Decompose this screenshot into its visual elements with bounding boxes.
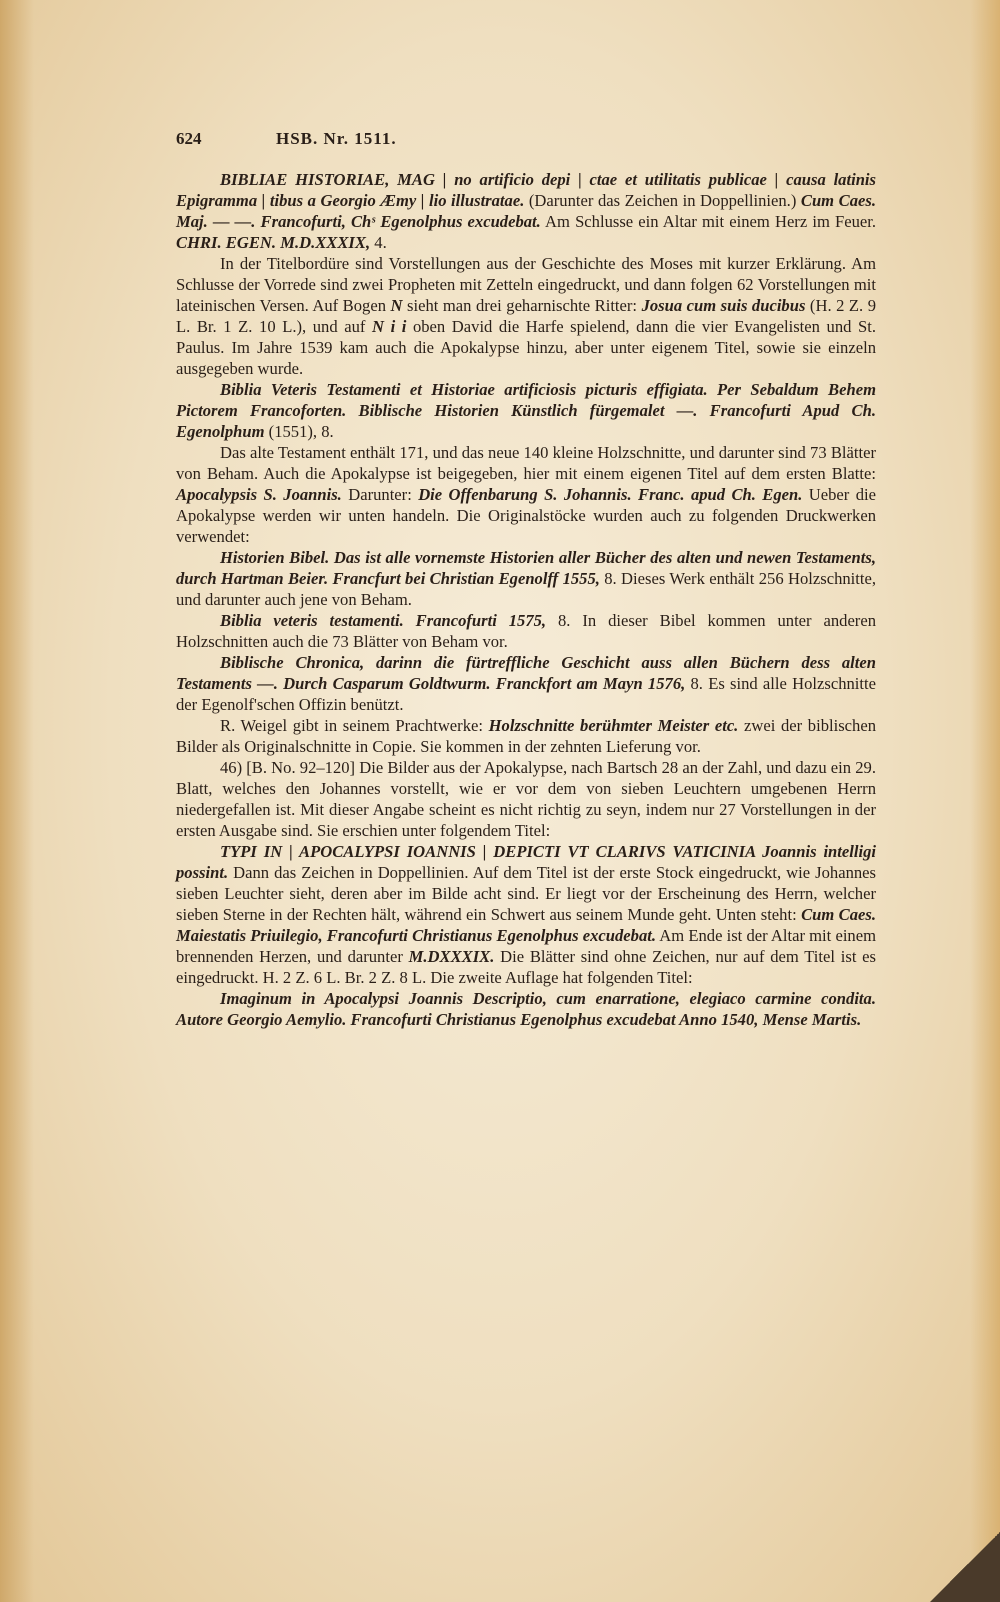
- body-text-run: oben David die Harfe spielend, dann die vier Evangelisten und St. Paulus. Im Jahre 1539 kam auch die Apokalypse hinzu, aber unter eigenem Titel, sowie sie einzeln ausgegeben wurde.: [176, 317, 876, 378]
- paragraph: [176, 547, 876, 610]
- paragraph: [176, 379, 876, 442]
- page-number: 624: [176, 129, 202, 148]
- italic-title-text: Holzschnitte berühmter Meister etc.: [488, 716, 739, 735]
- body-text-run: Die Blätter sind ohne Zeichen, nur auf dem Titel ist es eingedruckt. H. 2 Z. 6 L. Br. 2 Z. 8 L. Die zweite Auflage hat folgenden Titel:: [176, 947, 876, 987]
- body-text-run: Dann das Zeichen in Doppellinien. Auf dem Titel ist der erste Stock eingedruckt, wie Johannes sieben Leuchter sieht, deren aber im Bilde acht sind. Er liegt vor der Erscheinung des Herrn, welcher sieben Sterne in der Rechten hält, während ein Schwert aus seinem Munde geht. Unten steht:: [176, 863, 876, 924]
- paragraph: [176, 169, 876, 253]
- body-text-run: sieht man drei geharnischte Ritter:: [402, 296, 642, 315]
- body-text-run: 46) [B. No. 92–120] Die Bilder aus der Apokalypse, nach Bartsch 28 an der Zahl, und dazu ein 29. Blatt, welches den Johannes vorstellt, wie er vor dem von sieben Leuchtern umgebenen Herrn niedergefallen ist. Mit dieser Angabe scheint es nicht richtig zu seyn, indem nur 27 Vorstellungen in der ersten Ausgabe sind. Sie erschien unter folgendem Titel:: [176, 758, 876, 840]
- page-edge-left: [0, 0, 34, 1602]
- italic-title-text: CHRI. EGEN. M.D.XXXIX,: [176, 233, 371, 252]
- italic-title-text: TYPI IN | APOCALYPSI IOANNIS | DEPICTI VT CLARIVS VATICINIA Joannis intelligi possint.: [176, 842, 876, 882]
- italic-title-text: Josua cum suis ducibus: [641, 296, 806, 315]
- body-text-run: Das alte Testament enthält 171, und das neue 140 kleine Holzschnitte, und darunter sind 73 Blätter von Beham. Auch die Apokalypse ist beigegeben, hier mit einem eigenen Titel auf dem ersten Blatte:: [176, 443, 876, 483]
- body-text-run: Am Ende ist der Altar mit einem brennenden Herzen, und darunter: [176, 926, 876, 966]
- body-text-run: 8. In dieser Bibel kommen unter anderen Holzschnitten auch die 73 Blätter von Beham vor.: [176, 611, 876, 651]
- paragraph: [176, 757, 876, 841]
- body-text-run: (Darunter das Zeichen in Doppellinien.): [524, 191, 801, 210]
- corner-shadow: [930, 1532, 1000, 1602]
- italic-title-text: BIBLIAE HISTORIAE, MAG | no artificio depi | ctae et utilitatis publicae | causa latinis Epigramma | tibus a Georgio Æmy | lio illustratae.: [176, 170, 876, 210]
- body-text-run: (H. 2 Z. 9 L. Br. 1 Z. 10 L.), und auf: [176, 296, 877, 336]
- body-text-run: 8. Dieses Werk enthält 256 Holzschnitte, und darunter auch jene von Beham.: [176, 569, 877, 609]
- body-text-run: Am Schlusse ein Altar mit einem Herz im Feuer.: [540, 212, 876, 231]
- running-head: [176, 128, 631, 149]
- body-text-run: 4.: [370, 233, 387, 252]
- text-block: [176, 128, 876, 1030]
- body-text-run: zwei der biblischen Bilder als Originalschnitte in Copie. Sie kommen in der zehnten Lieferung vor.: [176, 716, 876, 756]
- paragraph: [176, 988, 876, 1030]
- italic-title-text: N: [390, 296, 403, 315]
- body-text-run: (1551), 8.: [264, 422, 334, 441]
- paragraph: [176, 253, 876, 379]
- header-title: HSB. Nr. 1511.: [276, 129, 397, 148]
- paragraph: [176, 841, 876, 988]
- italic-title-text: N i i: [372, 317, 407, 336]
- italic-title-text: Die Offenbarung S. Johannis. Franc. apud Ch. Egen.: [418, 485, 803, 504]
- body-text: [176, 169, 876, 1030]
- italic-title-text: Cum Caes. Maj. — —. Francofurti, Chˢ Egenolphus excudebat.: [176, 191, 876, 231]
- page-edge-right: [970, 0, 1000, 1602]
- paragraph: [176, 442, 876, 547]
- italic-title-text: Biblia Veteris Testamenti et Historiae artificiosis picturis effigiata. Per Sebaldum Behem Pictorem Francoforten. Biblische Historien Künstlich fürgemalet —. Francofurti Apud Ch. Egenolphum: [176, 380, 876, 441]
- body-text-run: 8. Es sind alle Holzschnitte der Egenolf'schen Offizin benützt.: [176, 674, 876, 714]
- body-text-run: R. Weigel gibt in seinem Prachtwerke:: [220, 716, 489, 735]
- italic-title-text: M.DXXXIX.: [408, 947, 495, 966]
- italic-title-text: Biblische Chronica, darinn die fürtreffliche Geschicht auss allen Büchern dess alten Testaments —. Durch Casparum Goldtwurm. Franckfort am Mayn 1576,: [176, 653, 876, 693]
- italic-title-text: Biblia veteris testamenti. Francofurti 1575,: [220, 611, 547, 630]
- body-text-run: Darunter:: [341, 485, 419, 504]
- paragraph: [176, 715, 876, 757]
- body-text-run: In der Titelbordüre sind Vorstellungen aus der Geschichte des Moses mit kurzer Erklärung. Am Schlusse der Vorrede sind zwei Propheten mit Zetteln eingedruckt, und dann folgen 62 Vorstellungen mit lateinischen Versen. Auf Bogen: [176, 254, 876, 315]
- paragraph: [176, 610, 876, 652]
- italic-title-text: Cum Caes. Maiestatis Priuilegio, Francofurti Christianus Egenolphus excudebat.: [176, 905, 876, 945]
- italic-title-text: Imaginum in Apocalypsi Joannis Descriptio, cum enarratione, elegiaco carmine condita. Autore Georgio Aemylio. Francofurti Christianus Egenolphus excudebat Anno 1540, Mense Martis.: [176, 989, 876, 1029]
- italic-title-text: Apocalypsis S. Joannis.: [176, 485, 342, 504]
- italic-title-text: Historien Bibel. Das ist alle vornemste Historien aller Bücher des alten und newen Testaments, durch Hartman Beier. Francfurt bei Christian Egenolff 1555,: [176, 548, 876, 588]
- paragraph: [176, 652, 876, 715]
- body-text-run: Ueber die Apokalypse werden wir unten handeln. Die Originalstöcke wurden auch zu folgenden Druckwerken verwendet:: [176, 485, 876, 546]
